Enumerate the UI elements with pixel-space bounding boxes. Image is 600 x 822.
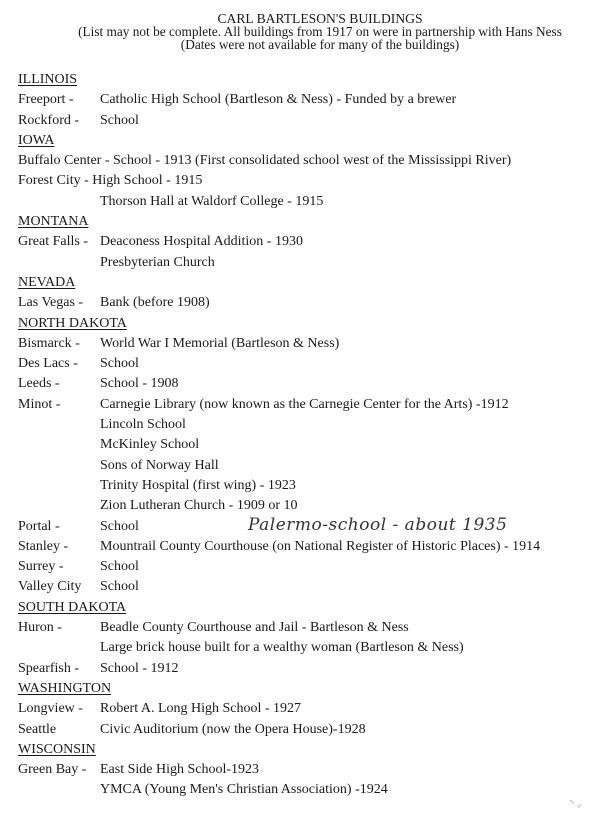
city-name: Rockford - bbox=[18, 112, 80, 128]
building-name: YMCA (Young Men's Christian Association) -1924 bbox=[100, 782, 388, 798]
building-entry bbox=[18, 111, 600, 131]
state-heading bbox=[18, 131, 600, 151]
state-heading bbox=[18, 70, 600, 90]
building-name: School bbox=[100, 356, 139, 372]
building-entry bbox=[18, 171, 600, 191]
building-entry bbox=[18, 476, 600, 496]
building-entry bbox=[18, 334, 600, 354]
building-entry bbox=[18, 293, 600, 313]
document-subtitle-dates: (Dates were not available for many of the buildings) bbox=[180, 37, 460, 52]
building-name: World War I Memorial (Bartleson & Ness) bbox=[100, 335, 340, 351]
building-entry bbox=[18, 537, 600, 557]
building-name: Civic Auditorium (now the Opera House)-1928 bbox=[100, 721, 366, 737]
building-name: Trinity Hospital (first wing) - 1923 bbox=[100, 477, 296, 493]
state-heading bbox=[18, 679, 600, 699]
building-name: Robert A. Long High School - 1927 bbox=[100, 701, 302, 717]
building-entry bbox=[18, 253, 600, 273]
state-name: ILLINOIS bbox=[18, 72, 78, 87]
building-entry bbox=[18, 435, 600, 455]
building-name: Thorson Hall at Waldorf College - 1915 bbox=[100, 193, 324, 209]
state-heading bbox=[18, 212, 600, 232]
state-heading bbox=[18, 598, 600, 618]
city-name: Seattle bbox=[18, 721, 57, 737]
state-name: IOWA bbox=[18, 132, 55, 148]
city-name: Valley City bbox=[18, 579, 82, 595]
document-subtitle-partnership: (List may not be complete. All buildings from 1917 on were in partnership with Hans Ness bbox=[78, 24, 562, 39]
building-entry bbox=[18, 374, 600, 394]
scan-marks: ⸌ ⸝ bbox=[569, 799, 582, 810]
building-entry bbox=[18, 90, 600, 110]
document-header bbox=[0, 12, 600, 51]
state-name: NEVADA bbox=[18, 274, 76, 290]
building-entry-text: Buffalo Center - School - 1913 (First consolidated school west of the Mississippi River) bbox=[18, 153, 512, 169]
building-entry bbox=[18, 760, 600, 780]
building-name: School bbox=[100, 559, 139, 575]
building-name: Deaconess Hospital Addition - 1930 bbox=[100, 234, 303, 250]
building-name: Bank (before 1908) bbox=[100, 295, 210, 311]
document-title: CARL BARTLESON'S BUILDINGS bbox=[217, 11, 423, 26]
building-entry bbox=[18, 780, 600, 800]
city-name: Minot - bbox=[18, 396, 61, 412]
city-name: Des Lacs - bbox=[18, 356, 78, 372]
building-entry bbox=[18, 496, 600, 516]
building-entry bbox=[18, 659, 600, 679]
city-name: Huron - bbox=[18, 620, 62, 636]
state-heading bbox=[18, 314, 600, 334]
building-name: Carnegie Library (now known as the Carnegie Center for the Arts) -1912 bbox=[100, 396, 509, 412]
building-entry bbox=[18, 514, 600, 537]
state-heading bbox=[18, 740, 600, 760]
building-entry bbox=[18, 577, 600, 597]
city-name: Green Bay - bbox=[18, 762, 87, 778]
building-name: School bbox=[100, 112, 139, 128]
building-name: School - 1912 bbox=[100, 660, 179, 676]
building-name: Lincoln School bbox=[100, 417, 186, 433]
building-name: School bbox=[100, 579, 139, 595]
building-entry bbox=[18, 395, 600, 415]
building-entry bbox=[18, 638, 600, 658]
building-entry bbox=[18, 192, 600, 212]
building-name: Presbyterian Church bbox=[100, 254, 215, 270]
building-name: School - 1908 bbox=[100, 376, 179, 392]
building-entry bbox=[18, 232, 600, 252]
building-name: Large brick house built for a wealthy woman (Bartleson & Ness) bbox=[100, 640, 464, 656]
handwritten-note: Palermo-school - about 1935 bbox=[248, 514, 508, 535]
state-name: NORTH DAKOTA bbox=[18, 315, 127, 331]
city-name: Bismarck - bbox=[18, 335, 80, 351]
city-name: Stanley - bbox=[18, 538, 69, 554]
state-name: SOUTH DAKOTA bbox=[18, 599, 127, 615]
building-entry bbox=[18, 354, 600, 374]
building-name: East Side High School-1923 bbox=[100, 762, 260, 778]
building-entry bbox=[18, 415, 600, 435]
state-name: WASHINGTON bbox=[18, 680, 112, 696]
building-entry bbox=[18, 456, 600, 476]
building-name: Catholic High School (Bartleson & Ness) - Funded by a brewer bbox=[100, 92, 457, 108]
state-heading bbox=[18, 273, 600, 293]
city-name: Great Falls - bbox=[18, 234, 88, 250]
city-name: Longview - bbox=[18, 701, 83, 717]
city-name: Surrey - bbox=[18, 559, 64, 575]
city-name: Spearfish - bbox=[18, 660, 80, 676]
buildings-list bbox=[18, 70, 600, 801]
building-entry bbox=[18, 720, 600, 740]
state-name: WISCONSIN bbox=[18, 741, 96, 757]
building-entry bbox=[18, 151, 600, 171]
building-entry bbox=[18, 618, 600, 638]
building-name: Sons of Norway Hall bbox=[100, 457, 219, 473]
building-name: Beadle County Courthouse and Jail - Bartleson & Ness bbox=[100, 620, 409, 636]
city-name: Leeds - bbox=[18, 376, 60, 392]
state-name: MONTANA bbox=[18, 214, 89, 230]
building-name: School bbox=[100, 518, 139, 534]
building-entry bbox=[18, 699, 600, 719]
building-name: Mountrail County Courthouse (on National Register of Historic Places) - 1914 bbox=[100, 538, 541, 554]
building-name: McKinley School bbox=[100, 437, 200, 453]
city-name: Freeport - bbox=[18, 92, 74, 108]
building-name: Zion Lutheran Church - 1909 or 10 bbox=[100, 498, 298, 514]
building-entry-text: Forest City - High School - 1915 bbox=[18, 173, 203, 189]
building-entry bbox=[18, 557, 600, 577]
city-name: Portal - bbox=[18, 518, 60, 534]
city-name: Las Vegas - bbox=[18, 295, 84, 311]
